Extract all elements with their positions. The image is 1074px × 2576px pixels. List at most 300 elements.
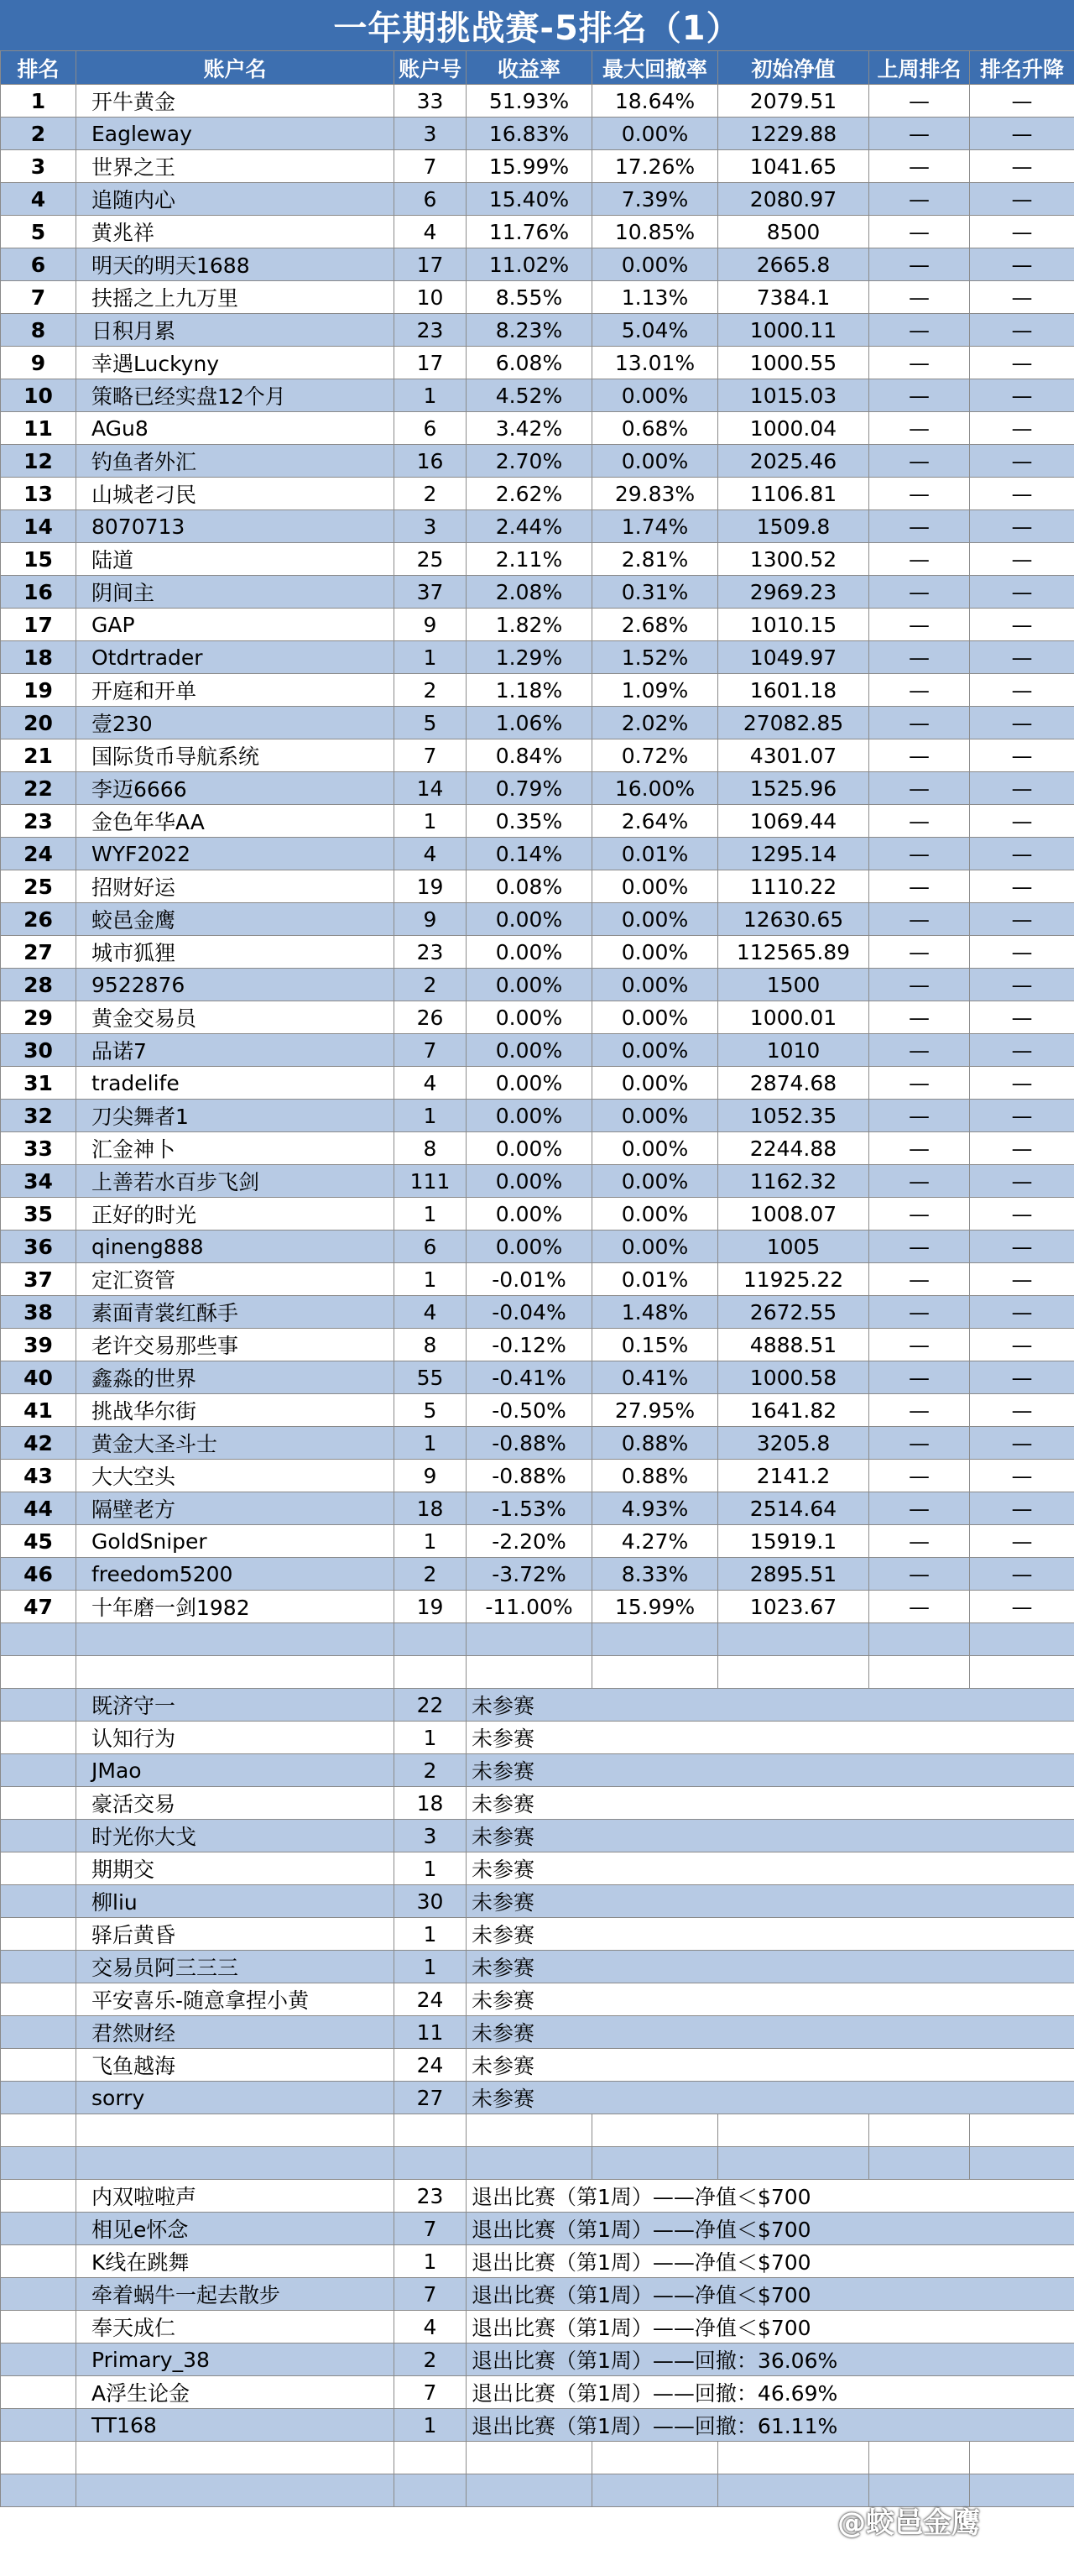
max-drawdown-cell: 2.81% [592,543,718,576]
empty-cell [970,1656,1074,1689]
rank-cell: 27 [1,936,76,969]
rank-cell: 17 [1,609,76,641]
empty-cell [1,1689,76,1722]
table-row [1,1165,1074,1198]
empty-cell [467,2474,592,2507]
account-name-cell: 黄金交易员 [76,1001,394,1034]
max-drawdown-cell: 16.00% [592,772,718,805]
account-name-cell: 8070713 [76,510,394,543]
empty-cell [467,2147,592,2180]
last-week-rank-cell: — [869,281,970,314]
return-rate-cell: 0.00% [467,1132,592,1165]
account-number-cell: 4 [394,2311,467,2343]
max-drawdown-cell: 1.74% [592,510,718,543]
account-number-cell: 1 [394,1263,467,1296]
last-week-rank-cell: — [869,576,970,609]
rank-cell: 23 [1,805,76,838]
account-number-cell: 1 [394,1525,467,1558]
initial-equity-cell: 1000.04 [718,412,869,445]
empty-cell [1,2114,76,2147]
return-rate-cell: 2.08% [467,576,592,609]
last-week-rank-cell: — [869,772,970,805]
account-name-cell: sorry [76,2082,394,2114]
table-row [1,1852,1074,1885]
initial-equity-cell: 2672.55 [718,1296,869,1329]
rank-change-cell: — [970,1558,1074,1591]
account-name-cell: 相见e怀念 [76,2213,394,2245]
rank-cell: 28 [1,969,76,1001]
last-week-rank-cell: — [869,903,970,936]
table-row [1,347,1074,379]
account-number-cell: 37 [394,576,467,609]
empty-cell [467,2442,592,2474]
account-name-cell: 开庭和开单 [76,674,394,707]
last-week-rank-cell: — [869,609,970,641]
empty-cell [1,1820,76,1852]
account-name-cell: 隔壁老方 [76,1492,394,1525]
status-cell: 退出比赛（第1周）——回撤：61.11% [467,2409,1074,2442]
return-rate-cell: -3.72% [467,1558,592,1591]
last-week-rank-cell: — [869,150,970,183]
account-name-cell: Eagleway [76,118,394,150]
empty-cell [76,2474,394,2507]
rank-cell: 25 [1,870,76,903]
rank-change-cell: — [970,969,1074,1001]
max-drawdown-cell: 18.64% [592,85,718,118]
rank-cell: 6 [1,248,76,281]
account-number-cell: 4 [394,838,467,870]
account-number-cell: 2 [394,1558,467,1591]
max-drawdown-cell: 5.04% [592,314,718,347]
rank-cell: 10 [1,379,76,412]
rank-change-cell: — [970,1329,1074,1361]
rank-cell: 15 [1,543,76,576]
initial-equity-cell: 7384.1 [718,281,869,314]
return-rate-cell: 15.99% [467,150,592,183]
table-row [1,2016,1074,2049]
empty-cell [1,2442,76,2474]
empty-cell [394,2114,467,2147]
account-number-cell: 3 [394,510,467,543]
empty-cell [1,1951,76,1983]
last-week-rank-cell: — [869,707,970,739]
account-number-cell: 3 [394,118,467,150]
account-name-cell: A浮生论金 [76,2376,394,2409]
account-name-cell: 柳liu [76,1885,394,1918]
return-rate-cell: 3.42% [467,412,592,445]
account-name-cell: 追随内心 [76,183,394,216]
header-max-drawdown: 最大回撤率 [592,51,718,85]
status-cell: 退出比赛（第1周）——回撤：36.06% [467,2343,1074,2376]
rank-change-cell: — [970,576,1074,609]
account-number-cell: 6 [394,183,467,216]
account-name-cell: 上善若水百步飞剑 [76,1165,394,1198]
rank-cell: 21 [1,739,76,772]
status-cell: 退出比赛（第1周）——回撤：46.69% [467,2376,1074,2409]
table-row [1,248,1074,281]
account-name-cell: 刀尖舞者1 [76,1100,394,1132]
account-number-cell: 30 [394,1885,467,1918]
initial-equity-cell: 1509.8 [718,510,869,543]
account-number-cell: 1 [394,2409,467,2442]
account-number-cell: 17 [394,248,467,281]
rank-cell: 2 [1,118,76,150]
rank-change-cell: — [970,216,1074,248]
last-week-rank-cell: — [869,1231,970,1263]
rank-cell: 43 [1,1460,76,1492]
empty-cell [1,2474,76,2507]
initial-equity-cell: 2079.51 [718,85,869,118]
account-name-cell: 阴间主 [76,576,394,609]
return-rate-cell: 0.14% [467,838,592,870]
empty-cell [1,2049,76,2082]
table-row [1,85,1074,118]
return-rate-cell: -0.12% [467,1329,592,1361]
account-name-cell: GoldSniper [76,1525,394,1558]
return-rate-cell: 0.00% [467,1100,592,1132]
empty-cell [592,2442,718,2474]
rank-change-cell: — [970,281,1074,314]
empty-cell [592,1623,718,1656]
last-week-rank-cell: — [869,216,970,248]
return-rate-cell: 0.00% [467,1001,592,1034]
rank-cell: 18 [1,641,76,674]
initial-equity-cell: 4301.07 [718,739,869,772]
rank-change-cell: — [970,150,1074,183]
account-name-cell: 策略已经实盘12个月 [76,379,394,412]
empty-cell [718,2442,869,2474]
initial-equity-cell: 1601.18 [718,674,869,707]
table-row [1,1918,1074,1951]
rank-change-cell: — [970,674,1074,707]
empty-cell [869,2442,970,2474]
account-name-cell: Primary_38 [76,2343,394,2376]
empty-cell [1,1983,76,2016]
account-name-cell: 驿后黄昏 [76,1918,394,1951]
rank-change-cell: — [970,543,1074,576]
max-drawdown-cell: 1.52% [592,641,718,674]
empty-cell [1,2409,76,2442]
rank-cell: 5 [1,216,76,248]
return-rate-cell: 1.29% [467,641,592,674]
rank-change-cell: — [970,1394,1074,1427]
initial-equity-cell: 1010.15 [718,609,869,641]
last-week-rank-cell: — [869,1525,970,1558]
empty-cell [1,2376,76,2409]
account-name-cell: 山城老刁民 [76,478,394,510]
last-week-rank-cell: — [869,1460,970,1492]
initial-equity-cell: 1010 [718,1034,869,1067]
last-week-rank-cell: — [869,248,970,281]
empty-cell [467,1656,592,1689]
empty-cell [592,2474,718,2507]
initial-equity-cell: 1000.01 [718,1001,869,1034]
last-week-rank-cell: — [869,1034,970,1067]
empty-cell [1,2245,76,2278]
rank-cell: 11 [1,412,76,445]
account-number-cell: 4 [394,1067,467,1100]
max-drawdown-cell: 13.01% [592,347,718,379]
rank-cell: 46 [1,1558,76,1591]
account-number-cell: 1 [394,379,467,412]
account-number-cell: 19 [394,870,467,903]
account-number-cell: 55 [394,1361,467,1394]
account-number-cell: 2 [394,1754,467,1787]
empty-cell [1,2213,76,2245]
return-rate-cell: 0.00% [467,1034,592,1067]
account-number-cell: 18 [394,1492,467,1525]
account-name-cell: 国际货币导航系统 [76,739,394,772]
last-week-rank-cell: — [869,85,970,118]
status-cell: 退出比赛（第1周）——净值＜$700 [467,2311,1074,2343]
empty-cell [1,1787,76,1820]
max-drawdown-cell: 4.27% [592,1525,718,1558]
max-drawdown-cell: 17.26% [592,150,718,183]
return-rate-cell: 0.00% [467,936,592,969]
return-rate-cell: 11.76% [467,216,592,248]
empty-cell [1,2278,76,2311]
account-number-cell: 26 [394,1001,467,1034]
initial-equity-cell: 15919.1 [718,1525,869,1558]
account-name-cell: AGu8 [76,412,394,445]
return-rate-cell: -0.41% [467,1361,592,1394]
return-rate-cell: 2.11% [467,543,592,576]
max-drawdown-cell: 0.01% [592,1263,718,1296]
status-cell: 未参赛 [467,1852,1074,1885]
table-row [1,772,1074,805]
account-number-cell: 33 [394,85,467,118]
last-week-rank-cell: — [869,118,970,150]
initial-equity-cell: 1000.55 [718,347,869,379]
last-week-rank-cell: — [869,936,970,969]
table-row [1,1492,1074,1525]
initial-equity-cell: 2969.23 [718,576,869,609]
table-row [1,478,1074,510]
account-name-cell: TT168 [76,2409,394,2442]
return-rate-cell: 4.52% [467,379,592,412]
account-number-cell: 1 [394,1918,467,1951]
account-name-cell: 汇金神卜 [76,1132,394,1165]
table-row [1,1623,1074,1656]
account-name-cell: 平安喜乐-随意拿捏小黄 [76,1983,394,2016]
rank-cell: 31 [1,1067,76,1100]
initial-equity-cell: 1525.96 [718,772,869,805]
initial-equity-cell: 27082.85 [718,707,869,739]
return-rate-cell: 0.08% [467,870,592,903]
rank-change-cell: — [970,183,1074,216]
account-number-cell: 24 [394,1983,467,2016]
return-rate-cell: -1.53% [467,1492,592,1525]
account-name-cell: 豪活交易 [76,1787,394,1820]
account-name-cell: 既济守一 [76,1689,394,1722]
table-row [1,1787,1074,1820]
max-drawdown-cell: 2.68% [592,609,718,641]
account-name-cell: 扶摇之上九万里 [76,281,394,314]
rank-change-cell: — [970,805,1074,838]
empty-cell [76,2147,394,2180]
status-cell: 未参赛 [467,2049,1074,2082]
max-drawdown-cell: 2.02% [592,707,718,739]
initial-equity-cell: 2141.2 [718,1460,869,1492]
last-week-rank-cell: — [869,1263,970,1296]
empty-cell [1,2016,76,2049]
max-drawdown-cell: 0.00% [592,969,718,1001]
status-cell: 未参赛 [467,1722,1074,1754]
last-week-rank-cell: — [869,1361,970,1394]
account-name-cell: 十年磨一剑1982 [76,1591,394,1623]
max-drawdown-cell: 27.95% [592,1394,718,1427]
account-number-cell: 6 [394,412,467,445]
initial-equity-cell: 2895.51 [718,1558,869,1591]
table-row [1,870,1074,903]
table-row [1,1722,1074,1754]
account-number-cell: 14 [394,772,467,805]
empty-cell [869,1656,970,1689]
empty-cell [718,2147,869,2180]
table-row [1,150,1074,183]
watermark-logo: @蛟邑金鹰 [837,2506,980,2540]
return-rate-cell: 1.06% [467,707,592,739]
last-week-rank-cell: — [869,314,970,347]
empty-cell [394,2147,467,2180]
empty-cell [1,1722,76,1754]
max-drawdown-cell: 1.13% [592,281,718,314]
max-drawdown-cell: 1.09% [592,674,718,707]
rank-change-cell: — [970,641,1074,674]
table-row [1,1296,1074,1329]
empty-cell [718,2114,869,2147]
initial-equity-cell: 1500 [718,969,869,1001]
account-name-cell: 奉天成仁 [76,2311,394,2343]
initial-equity-cell: 1023.67 [718,1591,869,1623]
account-number-cell: 7 [394,1034,467,1067]
last-week-rank-cell: — [869,1296,970,1329]
rank-cell: 16 [1,576,76,609]
empty-cell [869,2114,970,2147]
initial-equity-cell: 2665.8 [718,248,869,281]
table-row [1,1754,1074,1787]
status-cell: 未参赛 [467,1689,1074,1722]
account-number-cell: 25 [394,543,467,576]
account-name-cell: WYF2022 [76,838,394,870]
table-row [1,2343,1074,2376]
account-number-cell: 9 [394,609,467,641]
empty-cell [1,2082,76,2114]
return-rate-cell: -0.01% [467,1263,592,1296]
return-rate-cell: 0.84% [467,739,592,772]
account-name-cell: K线在跳舞 [76,2245,394,2278]
table-row [1,2376,1074,2409]
status-cell: 退出比赛（第1周）——净值＜$700 [467,2213,1074,2245]
initial-equity-cell: 1000.11 [718,314,869,347]
ranking-table [0,50,1074,2507]
table-row [1,2049,1074,2082]
rank-change-cell: — [970,445,1074,478]
account-number-cell: 8 [394,1329,467,1361]
empty-cell [718,1656,869,1689]
rank-cell: 8 [1,314,76,347]
max-drawdown-cell: 0.00% [592,1034,718,1067]
initial-equity-cell: 1162.32 [718,1165,869,1198]
account-number-cell: 24 [394,2049,467,2082]
rank-change-cell: — [970,870,1074,903]
rank-cell: 9 [1,347,76,379]
max-drawdown-cell: 0.00% [592,1132,718,1165]
account-number-cell: 4 [394,216,467,248]
return-rate-cell: 0.35% [467,805,592,838]
max-drawdown-cell: 0.00% [592,1100,718,1132]
return-rate-cell: 0.00% [467,1165,592,1198]
empty-cell [394,1656,467,1689]
rank-cell: 41 [1,1394,76,1427]
rank-change-cell: — [970,412,1074,445]
max-drawdown-cell: 0.41% [592,1361,718,1394]
account-name-cell: 招财好运 [76,870,394,903]
account-name-cell: 金色年华AA [76,805,394,838]
table-row [1,2114,1074,2147]
initial-equity-cell: 1005 [718,1231,869,1263]
last-week-rank-cell: — [869,412,970,445]
table-row [1,903,1074,936]
table-row [1,543,1074,576]
rank-cell: 38 [1,1296,76,1329]
empty-cell [76,1623,394,1656]
empty-cell [869,1623,970,1656]
account-name-cell: 陆道 [76,543,394,576]
status-cell: 未参赛 [467,2082,1074,2114]
max-drawdown-cell: 0.01% [592,838,718,870]
max-drawdown-cell: 10.85% [592,216,718,248]
table-row [1,2245,1074,2278]
account-name-cell: 内双啦啦声 [76,2180,394,2213]
max-drawdown-cell: 0.00% [592,870,718,903]
rank-cell: 33 [1,1132,76,1165]
return-rate-cell: 6.08% [467,347,592,379]
table-row [1,1656,1074,1689]
table-header-row [1,51,1074,85]
rank-cell: 29 [1,1001,76,1034]
empty-cell [394,1623,467,1656]
initial-equity-cell: 112565.89 [718,936,869,969]
table-row [1,1361,1074,1394]
table-row [1,1951,1074,1983]
account-name-cell: 城市狐狸 [76,936,394,969]
account-number-cell: 7 [394,739,467,772]
rank-cell: 34 [1,1165,76,1198]
return-rate-cell: -0.88% [467,1427,592,1460]
initial-equity-cell: 1300.52 [718,543,869,576]
empty-cell [970,2114,1074,2147]
initial-equity-cell: 1008.07 [718,1198,869,1231]
max-drawdown-cell: 0.00% [592,379,718,412]
account-name-cell: 世界之王 [76,150,394,183]
rank-change-cell: — [970,1165,1074,1198]
empty-cell [1,2311,76,2343]
account-name-cell: 鑫淼的世界 [76,1361,394,1394]
max-drawdown-cell: 0.00% [592,118,718,150]
last-week-rank-cell: — [869,543,970,576]
rank-change-cell: — [970,1034,1074,1067]
return-rate-cell: 1.18% [467,674,592,707]
last-week-rank-cell: — [869,1198,970,1231]
empty-cell [1,1918,76,1951]
table-row [1,1427,1074,1460]
rank-change-cell: — [970,1100,1074,1132]
initial-equity-cell: 1041.65 [718,150,869,183]
return-rate-cell: 0.79% [467,772,592,805]
initial-equity-cell: 1049.97 [718,641,869,674]
initial-equity-cell: 1015.03 [718,379,869,412]
